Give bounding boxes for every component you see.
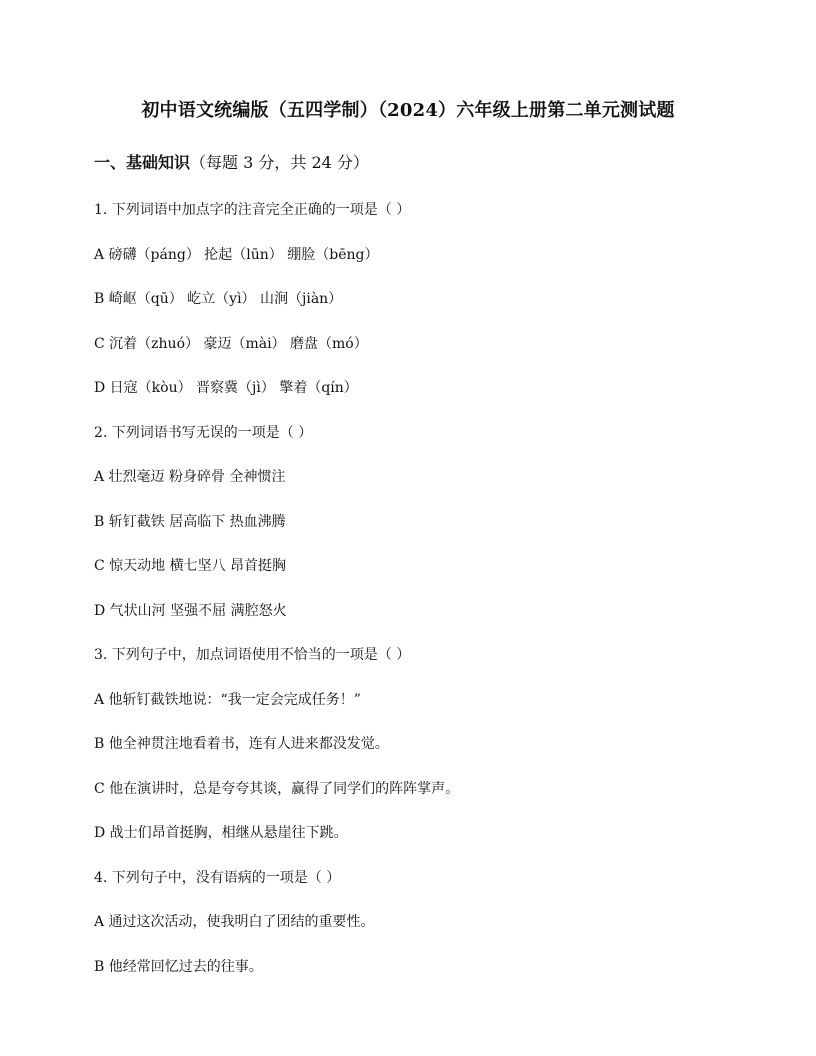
document-title: 初中语文统编版（五四学制）（2024）六年级上册第二单元测试题 <box>141 100 675 121</box>
question-1-option-d: D 日寇（kòu） 晋察冀（jì） 擎着（qín） <box>94 380 358 396</box>
question-1-option-a: A 磅礴（páng） 抡起（lūn） 绷脸（bēng） <box>94 247 379 263</box>
question-2-stem: 2. 下列词语书写无误的一项是（ ） <box>94 425 313 441</box>
question-1-stem: 1. 下列词语中加点字的注音完全正确的一项是（ ） <box>94 202 411 218</box>
question-4-option-b: B 他经常回忆过去的往事。 <box>94 959 263 975</box>
question-2-option-c: C 惊天动地 横七坚八 昂首挺胸 <box>94 558 287 574</box>
section-heading-note: （每题 3 分，共 24 分） <box>190 153 369 172</box>
question-3-option-a: A 他斩钉截铁地说：“我一定会完成任务！” <box>94 692 361 708</box>
question-2-option-a: A 壮烈毫迈 粉身碎骨 全神惯注 <box>94 469 286 485</box>
question-3-stem: 3. 下列句子中，加点词语使用不恰当的一项是（ ） <box>94 647 411 663</box>
question-3-option-b: B 他全神贯注地看着书，连有人进来都没发觉。 <box>94 736 389 752</box>
section-heading <box>94 150 369 173</box>
question-3-option-c: C 他在演讲时，总是夸夸其谈，赢得了同学们的阵阵掌声。 <box>94 781 460 797</box>
question-4-option-a: A 通过这次活动，使我明白了团结的重要性。 <box>94 914 375 930</box>
question-1-option-c: C 沉着（zhuó） 豪迈（mài） 磨盘（mó） <box>94 336 368 352</box>
question-1-option-b: B 崎岖（qū） 屹立（yì） 山涧（jiàn） <box>94 291 343 307</box>
question-2-option-b: B 斩钉截铁 居高临下 热血沸腾 <box>94 514 286 530</box>
section-heading-main: 一、基础知识 <box>94 153 191 172</box>
question-2-option-d: D 气状山河 坚强不屈 满腔怒火 <box>94 603 287 619</box>
question-4-stem: 4. 下列句子中，没有语病的一项是（ ） <box>94 870 341 886</box>
question-3-option-d: D 战士们昂首挺胸，相继从悬崖往下跳。 <box>94 825 348 841</box>
